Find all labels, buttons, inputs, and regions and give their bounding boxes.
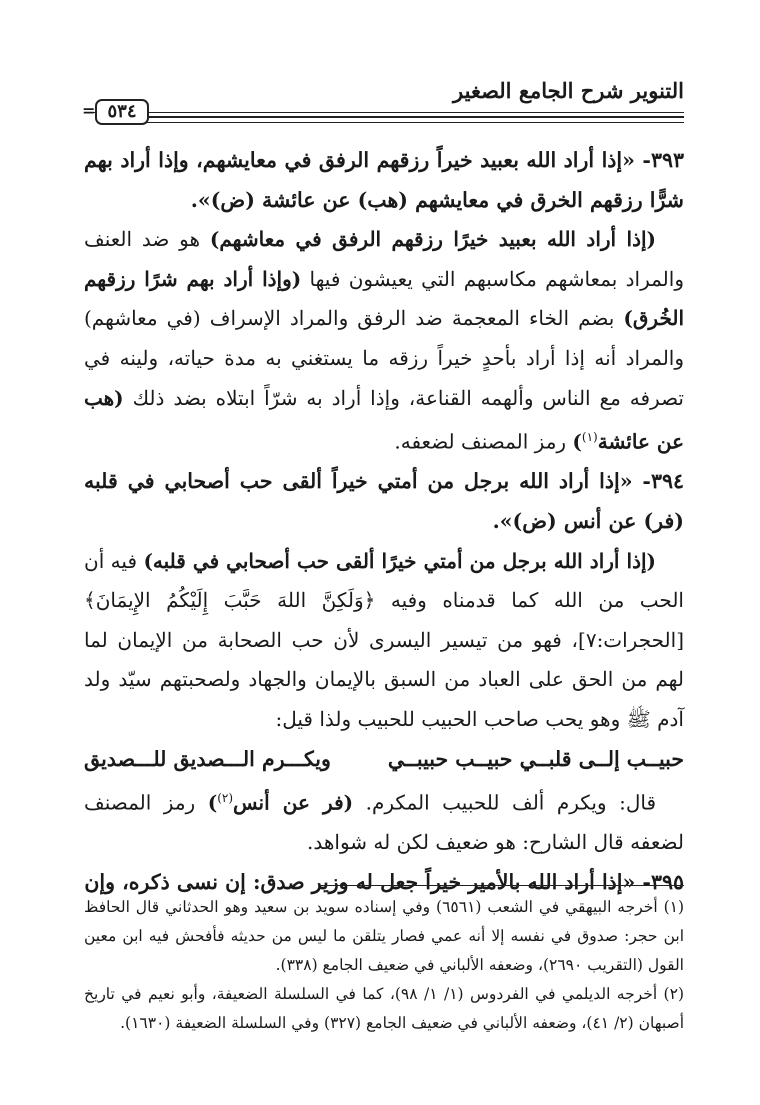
- source-ref-close: ): [207, 790, 218, 815]
- commentary-text: قال: ويكرم ألف للحبيب المكرم.: [353, 790, 657, 815]
- main-text: [84, 141, 684, 903]
- verse-first-hemistich: حبيــب إلــى قلبــي حبيــب حبيبــي: [387, 746, 684, 771]
- footnote-1: (١) أخرجه البيهقي في الشعب (٦٥٦١) وفي إسناده سويد بن سعيد وهو الحدثاني قال الحافظ ابن حجر: صدوق في نفسه إلا أنه عمي فصار يتلقن ما ليس من حديثه فأفحش فيه ابن معين القول (التقريب ٢٦٩٠)، وضعفه الألباني في ضعيف الجامع (٣٣٨).: [84, 898, 685, 974]
- header-rule-top: [84, 112, 684, 113]
- hadith-395: ٣٩٥- «إذا أراد الله بالأمير خيراً جعل له وزير صدق: إن نسى ذكره، وإن: [84, 870, 684, 894]
- commentary-text: بضم الخاء المعجمة ضد الرفق والمراد الإسراف (في معاشهم) والمراد أنه إذا أراد بأحدٍ خيراً رزقه ما يستغني به مدة حياته، ولينه في تصرفه مع الناس وألهمه القناعة، وإذا أراد به شرّاً ابتلاه بضد ذلك: [84, 306, 684, 410]
- verse-second-hemistich: ويكـــرم الـــصديق للـــصديق: [84, 746, 331, 771]
- source-ref-close: ): [572, 429, 582, 454]
- page-header: [84, 78, 684, 108]
- source-ref: (هب عن عائشة: [84, 385, 684, 454]
- commentary-394-cont: [84, 779, 684, 863]
- footnote-rule: [320, 885, 684, 886]
- footnote-ref-2[interactable]: (٢): [217, 791, 234, 806]
- page-number-marks: =: [82, 101, 96, 120]
- hadith-393: ٣٩٣- «إذا أراد الله بعبيد خيراً رزقهم الرفق في معايشهم، وإذا أراد بهم شرًّا رزقهم الخرق في معايشهم (هب) عن عائشة (ض)».: [84, 148, 684, 212]
- hadith-394: ٣٩٤- «إذا أراد الله برجل من أمتي خيراً ألقى حب أصحابي في قلبه (فر) عن أنس (ض)».: [84, 469, 684, 533]
- quote-bold: (وإذا أراد بهم شرًا رزقهم الخُرق): [84, 266, 684, 331]
- commentary-text: فيه أن الحب من الله كما قدمناه وفيه ﴿وَلَكِنَّ اللهَ حَبَّبَ إِلَيْكُمُ الإِيمَانَ﴾ [الحجرات:٧]، فهو من تيسير اليسرى لأن حب الصحابة من الإيمان لما لهم من الحق على العباد من السبق بالإيمان والجهاد ولصحبتهم سيّد ولد آدم ﷺ وهو يحب صاحب الحبيب للحبيب ولذا قيل:: [84, 548, 684, 731]
- commentary-394: [84, 542, 684, 740]
- poetry-verse: [84, 740, 684, 780]
- header-rule-thick: [142, 116, 684, 118]
- commentary-text: رمز المصنف لضعفه قال الشارح: هو ضعيف لكن له شواهد.: [84, 790, 684, 855]
- quote-bold: (إذا أراد الله برجل من أمتي خيرًا ألقى حب أصحابي في قلبه): [143, 548, 656, 573]
- page-number: ٥٣٤: [95, 99, 149, 125]
- header-rule-bottom: [142, 122, 684, 123]
- footnote-ref-1[interactable]: (١): [581, 430, 598, 445]
- footnotes: [84, 893, 684, 1038]
- commentary-text: هو ضد العنف والمراد بمعاشهم مكاسبهم التي يعيشون فيها: [84, 227, 684, 291]
- running-title: التنوير شرح الجامع الصغير: [453, 78, 684, 103]
- source-ref: (فر عن أنس: [233, 790, 354, 815]
- footnote-2: (٢) أخرجه الديلمي في الفردوس (١/ ١/ ٩٨)، كما في السلسلة الضعيفة، وأبو نعيم في تاريخ أصبهان (٢/ ٤١)، وضعفه الألباني في ضعيف الجامع (٣٢٧) وفي السلسلة الضعيفة (١٦٣٠).: [84, 985, 684, 1032]
- quote-bold: (إذا أراد الله بعبيد خيرًا رزقهم الرفق في معاشهم): [209, 227, 657, 252]
- commentary-text: رمز المصنف لضعفه.: [394, 429, 573, 454]
- commentary-393: [84, 220, 684, 462]
